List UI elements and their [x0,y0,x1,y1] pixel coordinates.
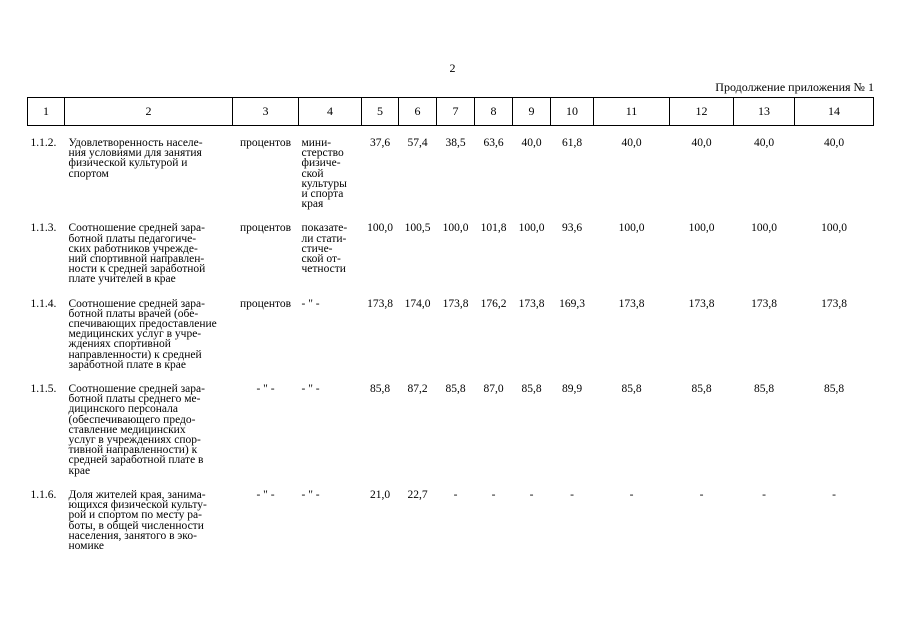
column-header-14: 14 [795,98,874,126]
data-source: - " - [301,383,320,396]
indicator-value: 100,0 [618,222,645,235]
indicator-value: - [491,488,496,501]
indicator-value: 101,8 [480,222,507,235]
indicator-value: - [453,488,458,501]
indicator-description: Доля жителей края, занима- ющихся физической культу- рой и спортом по месту ра- боты, в общей численности населения, занятого в эко- номике [68,488,207,552]
indicator-description: Соотношение средней зара- ботной платы среднего ме- дицинского персонала (обеспечивающего предо- ставление медицинских услуг в учреждениях спор- тивной направленности) к средней заработной плате в крае [68,383,205,477]
indicator-value: 176,2 [480,297,507,310]
column-header-13: 13 [734,98,795,126]
indicator-value: 174,0 [404,297,431,310]
indicator-code: 1.1.2. [30,137,57,149]
indicator-value: 40,0 [753,137,775,149]
column-header-10: 10 [551,98,594,126]
data-source: мини- стерство физиче- ской культуры и спорта края [301,137,347,211]
indicator-value: - [629,488,634,501]
indicator-code: 1.1.5. [30,383,57,396]
unit-of-measure: - " - [256,488,275,501]
indicator-value: 173,8 [367,297,393,310]
indicator-value: 89,9 [561,383,583,396]
indicator-value: 40,0 [521,137,542,149]
indicator-value: 40,0 [691,137,712,149]
data-source: - " - [301,297,320,310]
indicator-value: 85,8 [369,383,391,396]
indicator-value: 85,8 [823,383,845,396]
column-header-1: 1 [28,98,65,126]
indicator-value: 173,8 [751,297,777,310]
column-header-4: 4 [299,98,362,126]
indicator-description: Соотношение средней зара- ботной платы педагогиче- ских работников учрежде- ний спортивной направлен- ности к средней заработной плате учителей в крае [68,222,206,286]
indicator-value: 63,6 [483,137,504,149]
indicator-value: 100,5 [404,222,431,235]
table-row [28,299,874,384]
indicator-value: 100,0 [442,222,469,235]
indicator-value: 21,0 [369,488,391,501]
unit-of-measure: процентов [239,297,292,310]
unit-of-measure: процентов [239,137,292,149]
indicator-value: - [699,488,704,501]
column-header-12: 12 [670,98,734,126]
indicator-value: 37,6 [369,137,391,149]
indicator-value: - [832,488,836,501]
data-source: показате- ли стати- стиче- ской от- четности [301,222,348,276]
indicator-value: 173,8 [688,297,715,310]
data-source: - " - [301,488,320,501]
indicator-value: - [570,488,574,501]
header-row [28,98,874,126]
indicator-value: 100,0 [367,222,393,235]
indicator-value: 100,0 [751,222,777,235]
table-row [28,384,874,490]
unit-of-measure: процентов [239,222,292,235]
indicator-code: 1.1.4. [30,297,57,310]
column-header-2: 2 [65,98,233,126]
indicator-code: 1.1.3. [30,222,57,235]
indicator-value: 100,0 [518,222,545,235]
column-header-6: 6 [399,98,437,126]
table-body [28,126,874,566]
indicator-value: 173,8 [442,297,469,310]
indicator-value: 38,5 [445,137,466,149]
indicator-value: - [529,488,534,501]
indicator-value: 173,8 [821,297,847,310]
indicator-value: 85,8 [753,383,775,396]
indicator-code: 1.1.6. [30,488,57,501]
indicators-table [27,97,874,565]
indicator-value: 87,2 [407,383,428,396]
indicator-value: 40,0 [823,137,845,149]
indicator-value: 169,3 [559,297,585,310]
indicator-description: Удовлетворенность населе- ния условиями для занятия физической культурой и спортом [68,137,203,180]
indicator-value: 100,0 [688,222,715,235]
continuation-caption: Продолжение приложения № 1 [715,80,874,94]
table-row [28,490,874,565]
indicator-value: 173,8 [518,297,545,310]
indicator-value: 85,8 [691,383,712,396]
unit-of-measure: - " - [256,383,275,396]
column-header-7: 7 [437,98,475,126]
column-header-8: 8 [475,98,513,126]
indicator-value: 100,0 [821,222,847,235]
indicator-value: 87,0 [483,383,504,396]
indicator-value: 93,6 [561,222,583,235]
indicator-value: 85,8 [445,383,466,396]
table-row [28,223,874,298]
indicator-value: - [762,488,766,501]
column-header-11: 11 [594,98,670,126]
indicator-value: 57,4 [407,137,428,149]
indicator-value: 22,7 [407,488,428,501]
indicator-value: 85,8 [521,383,542,396]
table-row [28,126,874,224]
page-number: 2 [449,61,456,75]
indicator-value: 40,0 [621,137,642,149]
column-header-3: 3 [233,98,299,126]
indicator-value: 61,8 [561,137,583,149]
column-header-9: 9 [513,98,551,126]
indicator-value: 173,8 [618,297,645,310]
column-header-5: 5 [362,98,399,126]
indicator-value: 85,8 [621,383,642,396]
indicator-description: Соотношение средней зара- ботной платы врачей (обе- спечивающих предоставление медицинских услуг в учре- ждениях спортивной направленности) к средней заработной плате в крае [68,297,217,371]
